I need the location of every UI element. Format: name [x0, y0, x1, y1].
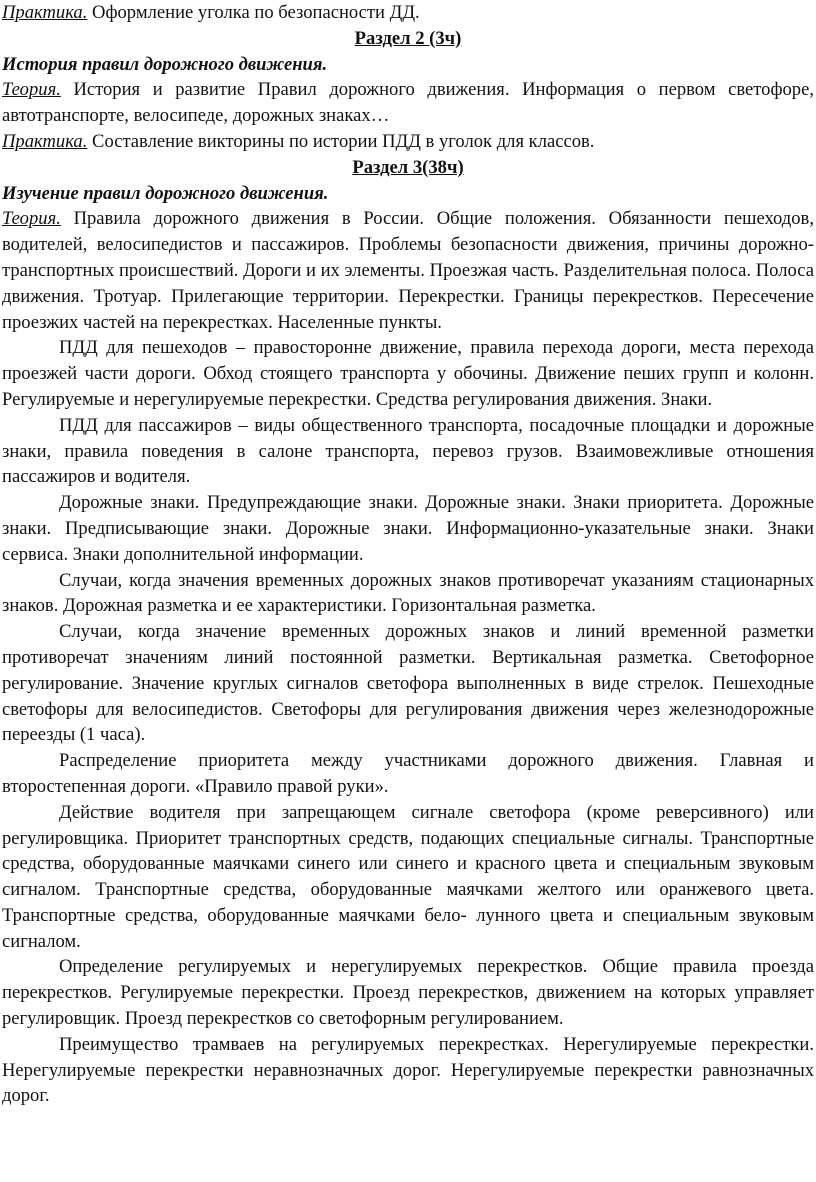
section-2-subtitle: История правил дорожного движения. — [2, 53, 328, 75]
paragraph-pedestrians: ПДД для пешеходов – правосторонне движение, правила перехода дороги, места перехода проезжей части дороги. Обход стоящего транспорта у обочины. Движение пеших групп и колонн. Регулируемые и нерегулируемые перекрестки. Средства регулирования движения. Знаки. — [2, 337, 814, 410]
paragraph-trams: Преимущество трамваев на регулируемых перекрестках. Нерегулируемые перекрестки. Нерегулируемые перекрестки неравнозначных дорог. Нерегулируемые перекрестки равнозначных дорог. — [2, 1033, 814, 1107]
paragraph-passengers: ПДД для пассажиров – виды общественного транспорта, посадочные площадки и дорожные знаки, правила поведения в салоне транспорта, перевоз грузов. Взаимовежливые отношения пассажиров и водителя. — [2, 414, 814, 488]
section-2-theory-text: История и развитие Правил дорожного движения. Информация о первом светофоре, автотранспорте, велосипеде, дорожных знаках… — [2, 79, 814, 127]
paragraph-road-signs: Дорожные знаки. Предупреждающие знаки. Дорожные знаки. Знаки приоритета. Дорожные знаки. Предписывающие знаки. Дорожные знаки. Информационно-указательные знаки. Знаки сервиса. Знаки дополнительной информации. — [2, 492, 814, 565]
intro-line — [2, 0, 814, 26]
theory-label: Теория. — [2, 208, 61, 230]
paragraph-markings: Случаи, когда значение временных дорожных знаков и линий временной разметки противоречат значениям линий постоянной разметки. Вертикальная разметка. Светофорное регулирование. Значение круглых сигналов светофора выполненных в виде стрелок. Пешеходные светофоры для велосипедистов. Светофоры для регулирования движения через железнодорожные переезды (1 часа). — [2, 621, 814, 746]
section-2-practice — [2, 129, 814, 155]
intro-text: Оформление уголка по безопасности ДД. — [87, 2, 420, 23]
section-3-subtitle: Изучение правил дорожного движения. — [2, 182, 329, 204]
paragraph-intersections: Определение регулируемых и нерегулируемых перекрестков. Общие правила проезда перекрестков. Регулируемые перекрестки. Проезд перекрестков, движением на которых управляет регулировщик. Проезд перекрестков со светофорным регулированием. — [2, 956, 814, 1030]
paragraph-priority: Распределение приоритета между участниками дорожного движения. Главная и второстепенная дороги. «Правило правой руки». — [2, 750, 814, 797]
practice-label: Практика. — [2, 2, 88, 23]
paragraph-driver-actions: Действие водителя при запрещающем сигнале светофора (кроме реверсивного) или регулировщика. Приоритет транспортных средств, подающих специальные сигналы. Транспортные средства, оборудованные маячками синего или синего и красного цвета и специальным звуковым сигналом. Транспортные средства, оборудованные маячками желтого или оранжевого цвета. Транспортные средства, оборудованные маячками бело- лунного цвета и специальным звуковым сигналом. — [2, 801, 814, 952]
section-3-heading: Раздел 3(38ч) — [352, 156, 464, 178]
section-2-heading: Раздел 2 (3ч) — [354, 27, 462, 49]
paragraph-temporary-signs: Случаи, когда значения временных дорожных знаков противоречат указаниям стационарных знаков. Дорожная разметка и ее характеристики. Горизонтальная разметка. — [2, 569, 814, 617]
theory-label: Теория. — [2, 79, 61, 101]
section-3-theory — [2, 206, 814, 335]
section-2-practice-text: Составление викторины по истории ПДД в уголок для классов. — [87, 130, 595, 152]
section-2-theory — [2, 77, 814, 129]
practice-label: Практика. — [2, 130, 88, 152]
section-3-theory-text: Правила дорожного движения в России. Общие положения. Обязанности пешеходов, водителей, велосипедистов и пассажиров. Проблемы безопасности движения, причины дорожно-транспортных происшествий. Дороги и их элементы. Проезжая часть. Разделительная полоса. Полоса движения. Тротуар. Прилегающие территории. Перекрестки. Границы перекрестков. Пересечение проезжих частей на перекрестках. Населенные пункты. — [2, 208, 814, 333]
